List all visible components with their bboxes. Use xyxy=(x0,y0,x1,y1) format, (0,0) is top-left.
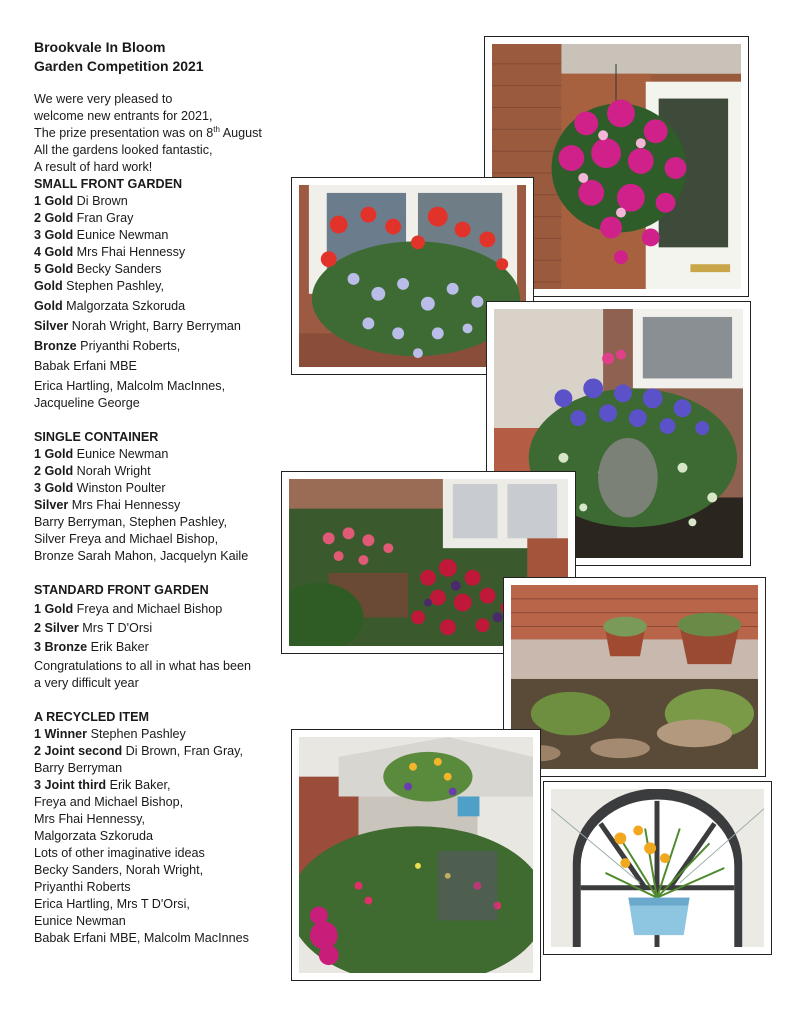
award-line xyxy=(34,601,304,618)
award-label: 1 Winner xyxy=(34,727,88,741)
award-line xyxy=(34,446,304,463)
winner-names: Stephen Pashley xyxy=(87,727,186,741)
plain-line: Priyanthi Roberts xyxy=(34,880,131,894)
intro-date-suffix: th xyxy=(213,124,220,134)
title-line-1: Brookvale In Bloom xyxy=(34,39,166,55)
recycled-garden-image xyxy=(299,737,533,973)
winner-names: Mrs T D'Orsi xyxy=(78,621,153,635)
plain-line: Silver Freya and Michael Bishop, xyxy=(34,532,219,546)
section-recycled-item xyxy=(34,709,304,947)
intro-line: We were very pleased to xyxy=(34,92,173,106)
award-line xyxy=(34,480,304,497)
winner-names: Di Brown, Fran Gray, xyxy=(122,744,244,758)
plain-line: Lots of other imaginative ideas xyxy=(34,846,205,860)
winner-names: Mrs Fhai Hennessy xyxy=(73,245,186,259)
plain-line: Bronze Sarah Mahon, Jacquelyn Kaile xyxy=(34,549,249,563)
award-label: 2 Gold xyxy=(34,211,74,225)
award-line xyxy=(34,620,304,637)
title-line-2: Garden Competition 2021 xyxy=(34,58,204,74)
section-heading: SINGLE CONTAINER xyxy=(34,430,159,444)
award-label: 2 Gold xyxy=(34,464,74,478)
award-label: 4 Gold xyxy=(34,245,74,259)
award-line xyxy=(34,244,304,261)
plain-line: Erica Hartling, Mrs T D'Orsi, xyxy=(34,897,190,911)
award-label: 2 Silver xyxy=(34,621,79,635)
award-line xyxy=(34,261,304,278)
plain-line: Babak Erfani MBE xyxy=(34,359,137,373)
winner-names: Eunice Newman xyxy=(73,228,169,242)
award-label: Gold xyxy=(34,299,63,313)
award-line xyxy=(34,193,304,210)
winner-names: Freya and Michael Bishop xyxy=(73,602,223,616)
award-label: 1 Gold xyxy=(34,602,74,616)
winner-names: Malgorzata Szkoruda xyxy=(62,299,186,313)
plain-line: Barry Berryman xyxy=(34,761,123,775)
intro-date-month: August xyxy=(219,126,262,140)
plain-line: Congratulations to all in what has been xyxy=(34,659,252,673)
award-label: 3 Gold xyxy=(34,228,74,242)
plain-line: Becky Sanders, Norah Wright, xyxy=(34,863,204,877)
winner-names: Fran Gray xyxy=(73,211,134,225)
award-label: Silver xyxy=(34,319,69,333)
plain-line: Babak Erfani MBE, Malcolm MacInnes xyxy=(34,931,249,945)
award-label: Bronze xyxy=(34,339,77,353)
award-line xyxy=(34,227,304,244)
award-line xyxy=(34,639,304,656)
winner-names: Eunice Newman xyxy=(73,447,169,461)
section-heading: A RECYCLED ITEM xyxy=(34,710,149,724)
award-label: 1 Gold xyxy=(34,194,74,208)
winner-names: Erik Baker, xyxy=(106,778,171,792)
intro-line: All the gardens looked fantastic, xyxy=(34,143,213,157)
plain-line: Barry Berryman, Stephen Pashley, xyxy=(34,515,227,529)
intro-date-prefix: The prize presentation was on 8 xyxy=(34,126,214,140)
winner-names: Priyanthi Roberts, xyxy=(76,339,181,353)
award-label: 1 Gold xyxy=(34,447,74,461)
winner-names: Norah Wright xyxy=(73,464,151,478)
award-line xyxy=(34,210,304,227)
arched-window-pot-image xyxy=(551,789,764,947)
section-standard-front-garden xyxy=(34,582,304,692)
award-line xyxy=(34,726,304,743)
award-line xyxy=(34,338,304,355)
text-column xyxy=(34,38,304,947)
award-line xyxy=(34,777,304,794)
rockery-pots-image xyxy=(511,585,758,769)
photo-rockery-pots xyxy=(503,577,766,777)
plain-line: Mrs Fhai Hennessy, xyxy=(34,812,146,826)
award-label: Silver xyxy=(34,498,69,512)
intro-line xyxy=(34,125,304,142)
winner-names: Di Brown xyxy=(73,194,128,208)
plain-line: Eunice Newman xyxy=(34,914,126,928)
award-label: 3 Bronze xyxy=(34,640,88,654)
award-line xyxy=(34,298,304,315)
intro-line: welcome new entrants for 2021, xyxy=(34,109,213,123)
winner-names: Mrs Fhai Hennessy xyxy=(68,498,181,512)
award-label: 3 Joint third xyxy=(34,778,107,792)
award-line xyxy=(34,463,304,480)
plain-line: Jacqueline George xyxy=(34,396,140,410)
photo-arched-window-pot xyxy=(543,781,772,955)
award-label: Gold xyxy=(34,279,63,293)
section-small-front-garden xyxy=(34,176,304,412)
award-line xyxy=(34,743,304,760)
section-heading: STANDARD FRONT GARDEN xyxy=(34,583,209,597)
plain-line: Freya and Michael Bishop, xyxy=(34,795,184,809)
winner-names: Winston Poulter xyxy=(73,481,166,495)
award-label: 5 Gold xyxy=(34,262,74,276)
award-line xyxy=(34,497,304,514)
plain-line: Erica Hartling, Malcolm MacInnes, xyxy=(34,379,226,393)
award-label: 2 Joint second xyxy=(34,744,123,758)
intro-paragraph xyxy=(34,91,304,176)
section-single-container xyxy=(34,429,304,565)
section-heading: SMALL FRONT GARDEN xyxy=(34,177,183,191)
intro-line: A result of hard work! xyxy=(34,160,153,174)
plain-line: Malgorzata Szkoruda xyxy=(34,829,154,843)
plain-line: a very difficult year xyxy=(34,676,139,690)
winner-names: Stephen Pashley, xyxy=(62,279,164,293)
winner-names: Erik Baker xyxy=(87,640,149,654)
award-label: 3 Gold xyxy=(34,481,74,495)
page-title xyxy=(34,38,304,76)
photo-recycled-garden xyxy=(291,729,541,981)
winner-names: Norah Wright, Barry Berryman xyxy=(68,319,241,333)
award-line xyxy=(34,318,304,335)
award-line xyxy=(34,278,304,295)
winner-names: Becky Sanders xyxy=(73,262,162,276)
